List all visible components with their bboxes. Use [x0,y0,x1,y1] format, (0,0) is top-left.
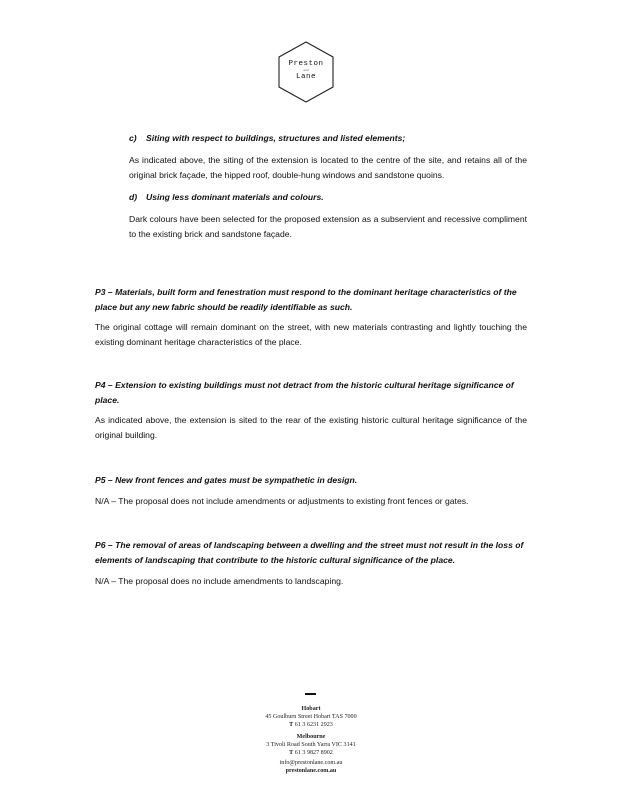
p5-body: N/A – The proposal does not include amendments or adjustments to existing front fences or gates. [95,496,469,506]
p4-heading: P4 – Extension to existing buildings must not detract from the historic cultural heritage significance of place. [95,380,514,405]
p5-heading: P5 – New front fences and gates must be sympathetic in design. [95,475,358,485]
preston-lane-logo [276,40,336,104]
footer-website[interactable]: prestonlane.com.au [285,768,337,774]
footer-divider [305,693,316,695]
section-c-letter: c) [129,133,137,143]
footer-melbourne-phone: 61 3 9827 8902 [294,750,333,756]
p6-heading: P6 – The removal of areas of landscaping between a dwelling and the street must not result in the loss of elements of landscaping that contribute to the historic cultural significance of the place. [95,540,524,565]
section-c-body: As indicated above, the siting of the extension is located to the centre of the site, and retains all of the original brick façade, the hipped roof, double-hung windows and sandstone quoins. [129,155,527,180]
section-d-body: Dark colours have been selected for the proposed extension as a subservient and recessive compliment to the existing brick and sandstone façade. [129,214,527,239]
footer-hobart-phone: 61 3 6231 2923 [294,722,333,728]
footer-melbourne [211,733,411,757]
section-c-heading-text: Siting with respect to buildings, structures and listed elements; [146,133,406,143]
footer-melbourne-phone-label: T [289,750,294,756]
p3-heading: P3 – Materials, built form and fenestration must respond to the dominant heritage characteristics of the place but any new fabric should be readily identifiable as such. [95,287,517,312]
section-c-heading [129,131,527,146]
logo-text-and: and [303,69,309,72]
logo-text-lane: Lane [295,73,316,81]
footer-hobart [211,705,411,729]
footer-melbourne-city: Melbourne [296,734,326,740]
footer-melbourne-phone-line [211,749,411,757]
footer-melbourne-address: 3 Tivoli Road South Yarra VIC 3141 [266,742,356,748]
footer-email[interactable]: info@prestonlane.com.au [279,760,343,766]
p4-body: As indicated above, the extension is sited to the rear of the existing historic cultural heritage significance of the original building. [95,415,527,440]
footer-contact [211,759,411,775]
footer-hobart-phone-label: T [289,722,294,728]
hexagon-icon [276,40,336,104]
section-d-letter: d) [129,192,138,202]
section-d-heading-text: Using less dominant materials and colours. [146,192,324,202]
p6-body: N/A – The proposal does no include amendments to landscaping. [95,576,344,586]
logo-text-preston: Preston [288,60,324,68]
footer-hobart-address: 45 Goulburn Street Hobart TAS 7000 [265,714,357,720]
footer-hobart-phone-line [211,721,411,729]
section-d-heading [129,190,527,205]
footer-hobart-city: Hobart [301,706,321,712]
p3-body: The original cottage will remain dominant on the street, with new materials contrasting and lightly touching the existing dominant heritage characteristics of the place. [95,322,527,347]
